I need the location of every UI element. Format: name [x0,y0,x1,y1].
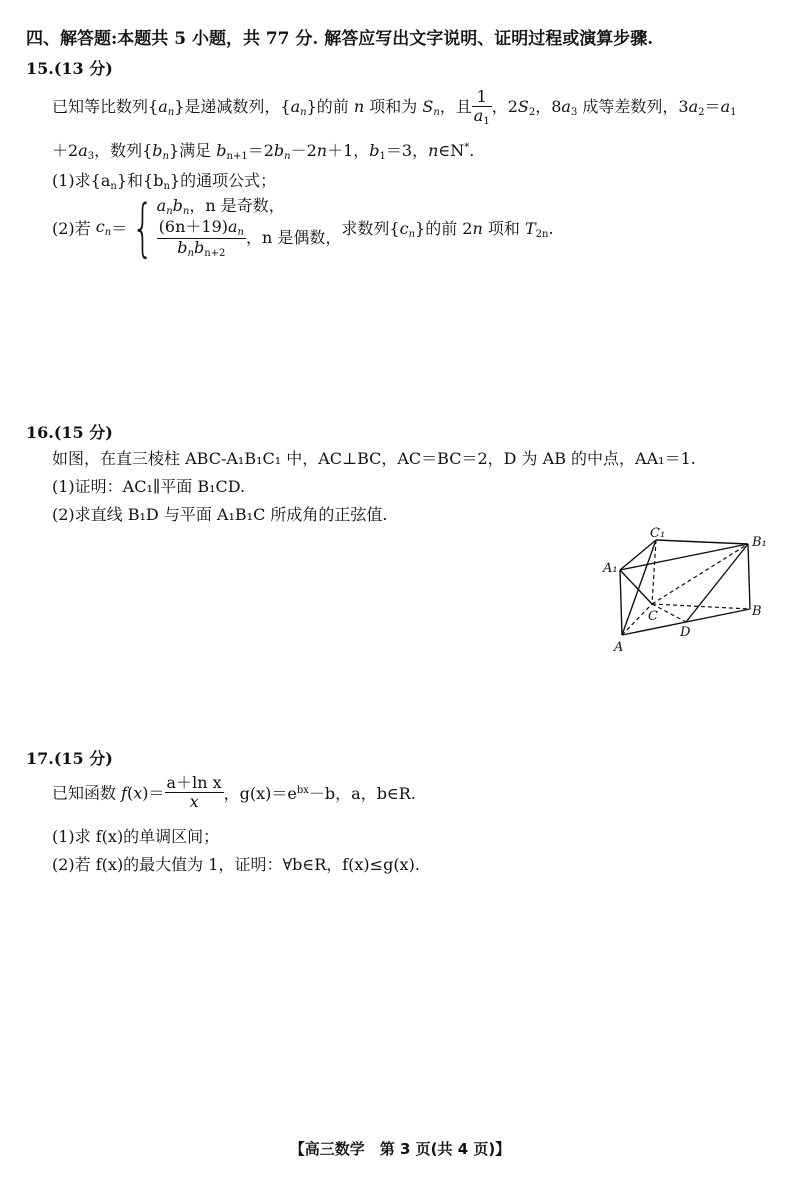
q15-text: }满足 [169,141,217,160]
q17-number: 17.(15 分) [26,749,113,768]
edge-c-b [652,604,750,609]
label-c: C [648,609,658,624]
prism-figure [600,520,780,660]
q17-text: －b，a，b∈R. [308,783,416,803]
label-d: D [680,625,691,640]
q15-text: ，2 [491,96,518,116]
fraction-1-over-a1: $\frac{1}{a_1}$ [473,87,490,127]
q16-line1: 如图，在直三棱柱 ABC-A₁B₁C₁ 中，AC⊥BC，AC＝BC＝2，D 为 AB 的中点，AA₁＝1. [52,449,696,468]
q15-text: ＝ [704,96,721,116]
q15-line2: $+2a_3$，数列$\{b_n\}$满足 $b_{n+1}=2b_n-2n+1$，$b_1=3$，n∈N*. [52,141,475,162]
q15-text: ＝ [111,219,128,238]
edge-c1-b1 [656,540,748,544]
q16-part2: (2)求直线 B₁D 与平面 A₁B₁C 所成角的正弦值. [52,505,388,524]
q15-text: }的通项公式； [169,171,277,190]
q17-part1: (1)求 f(x)的单调区间； [52,827,220,846]
edge-c-b1 [652,544,748,604]
q15-text: }的前 2 [415,218,473,238]
label-a: A [614,640,624,655]
q16-number: 16.(15 分) [26,423,113,442]
q15-text: 求数列{ [341,218,400,238]
q15-text: . [469,141,475,160]
q15-text: ＝3， [385,141,429,160]
edge-a1-b1 [620,544,748,570]
q17-text: 已知函数 [52,783,122,803]
q15-text: ＋1， [327,141,370,160]
q15-text: ，n 是偶数， [246,228,342,247]
piecewise-cases: $a_nb_n$，n 是奇数， $\frac{(6n+19)a_n}{b_nb_{n+2}}$ ，n 是偶数， [156,196,342,259]
edge-a1-c [620,570,652,604]
label-b: B [752,604,762,619]
q15-text: ，数列{ [94,141,153,160]
q17-line1: 已知函数 f(x)＝ $\frac{\text{a＋ln x}}{x}$ ，$g(x)=e^{bx}-b$，a，b∈R. [52,773,416,811]
q15-text: ∈N [438,141,465,160]
q15-text: (1)求{a [52,171,111,190]
fraction-case2: $\frac{(6n+19)a_n}{b_nb_{n+2}}$ [158,217,244,259]
q15-text: }和{b [116,171,164,190]
q15-text: ，且 [439,96,472,116]
section-header: 四、解答题:本题共 5 小题，共 77 分. 解答应写出文字说明、证明过程或演算步骤. [26,29,654,49]
q17-part2: (2)若 f(x)的最大值为 1，证明：∀b∈R，f(x)≤g(x). [52,855,420,874]
q15-number: 15.(13 分) [26,59,113,78]
q15-text: (2)若 [52,219,96,238]
fraction-f [165,774,224,810]
q16-part1: (1)证明：AC₁∥平面 B₁CD. [52,477,246,496]
q15-text: ＋2 [52,141,79,160]
q15-text: ，8 [535,96,562,116]
q15-text: ＝2 [247,141,274,160]
q17-text: bx [296,784,309,796]
q15-text: * [464,142,470,153]
q15-text: －2 [290,141,317,160]
left-brace: { [132,190,154,264]
q15-text: }的前 [306,96,354,116]
q17-text: x [189,791,199,811]
edge-b1-d [686,544,748,622]
q17-text: a＋ln x [166,773,222,792]
q15-text: (6n＋19) [158,217,228,236]
q15-text: 成等差数列，3 [577,96,689,116]
q15-text: }是递减数列，{ [174,96,291,116]
label-a1: A₁ [603,561,618,576]
q15-text: 已知等比数列{ [52,96,159,116]
q15-part1: (1)求$\{a_n\}$和$\{b_n\}$的通项公式； [52,171,277,192]
q15-text: 项和 [482,218,525,238]
edge-b1-b [748,544,750,609]
q15-text: ，n 是奇数， [189,196,285,215]
page-footer: 【高三数学 第 3 页(共 4 页)】 [289,1140,511,1158]
q15-part2: (2)若 $c_n=${ $a_nb_n$，n 是奇数， $\frac{(6n+19)a_n}{b_nb_{n+2}}$ ，n 是偶数， 求数列$\{c_n\}$的前 2n 项和 $T_{2n}$. [52,190,554,264]
q15-line1: 已知等比数列$\{a_n\}$是递减数列，$\{a_n\}$的前 n 项和为 $S_n$，且 $\frac{1}{a_1}$ ，$2S_2$，$8a_3$ 成等差数列，$3a_2=a_1$ [52,87,737,127]
label-c1: C₁ [650,526,666,541]
edge-a1-a [620,570,622,635]
label-b1: B₁ [752,535,767,550]
q17-text: ，g(x)＝e [223,783,297,803]
q15-text: 项和为 [364,96,423,116]
